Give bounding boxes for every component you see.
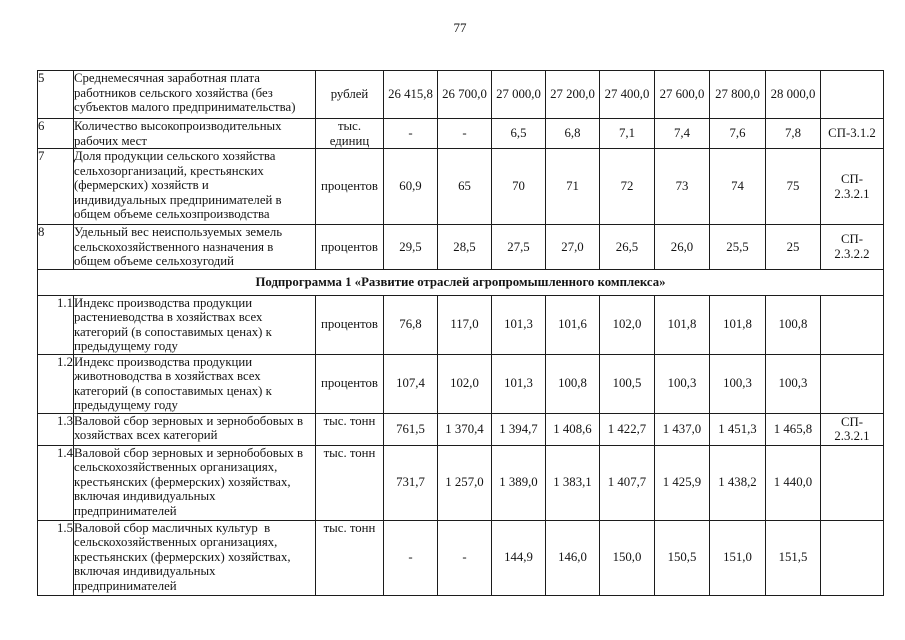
reference-cell bbox=[821, 71, 884, 119]
value-cell: 29,5 bbox=[384, 225, 438, 270]
value-cell: 100,8 bbox=[546, 354, 600, 413]
value-cell: 150,0 bbox=[600, 520, 655, 595]
unit-cell: тыс. тонн bbox=[316, 520, 384, 595]
row-number: 7 bbox=[38, 149, 74, 225]
reference-cell bbox=[821, 119, 884, 149]
reference-cell bbox=[821, 445, 884, 520]
reference-code: СП-2.3.2.1 bbox=[834, 414, 870, 443]
unit-cell: тыс. единиц bbox=[316, 119, 384, 149]
value-cell: 26,0 bbox=[655, 225, 710, 270]
indicator-name: Индекс производства продукции растениеводства в хозяйствах всех категорий (в сопоставимых ценах) к предыдущему году bbox=[74, 295, 316, 354]
value-cell: 74 bbox=[710, 149, 766, 225]
value-cell: 26 415,8 bbox=[384, 71, 438, 119]
value-cell: 27 600,0 bbox=[655, 71, 710, 119]
value-cell: 76,8 bbox=[384, 295, 438, 354]
row-number: 5 bbox=[38, 71, 74, 119]
value-cell: 6,8 bbox=[546, 119, 600, 149]
unit-cell: процентов bbox=[316, 149, 384, 225]
reference-code: СП-2.3.2.1 bbox=[834, 172, 870, 201]
value-cell: 1 257,0 bbox=[438, 445, 492, 520]
value-cell: 7,4 bbox=[655, 119, 710, 149]
value-cell: 28,5 bbox=[438, 225, 492, 270]
table-row bbox=[38, 71, 884, 119]
value-cell: 1 370,4 bbox=[438, 413, 492, 445]
value-cell: 6,5 bbox=[492, 119, 546, 149]
indicator-name: Удельный вес неиспользуемых земель сельскохозяйственного назначения в общем объеме сельхозугодий bbox=[74, 225, 316, 270]
indicator-table bbox=[37, 70, 884, 596]
value-cell: 100,3 bbox=[766, 354, 821, 413]
table-row bbox=[38, 520, 884, 595]
value-cell: 150,5 bbox=[655, 520, 710, 595]
value-cell: - bbox=[384, 119, 438, 149]
indicator-name: Валовой сбор масличных культур в сельскохозяйственных организациях, крестьянских (фермерских) хозяйствах, включая индивидуальных предпринимателей bbox=[74, 520, 316, 595]
unit-cell: процентов bbox=[316, 354, 384, 413]
value-cell: 101,3 bbox=[492, 354, 546, 413]
unit-cell: тыс. тонн bbox=[316, 413, 384, 445]
value-cell: 731,7 bbox=[384, 445, 438, 520]
row-number: 1.3 bbox=[38, 413, 74, 445]
value-cell: 27 200,0 bbox=[546, 71, 600, 119]
value-cell: 75 bbox=[766, 149, 821, 225]
reference-cell bbox=[821, 354, 884, 413]
unit-cell: рублей bbox=[316, 71, 384, 119]
value-cell: 100,3 bbox=[710, 354, 766, 413]
reference-cell bbox=[821, 520, 884, 595]
value-cell: 65 bbox=[438, 149, 492, 225]
value-cell: - bbox=[384, 520, 438, 595]
reference-cell bbox=[821, 149, 884, 225]
section-header: Подпрограмма 1 «Развитие отраслей агропромышленного комплекса» bbox=[38, 269, 884, 295]
value-cell: 27 800,0 bbox=[710, 71, 766, 119]
value-cell: 761,5 bbox=[384, 413, 438, 445]
table-row bbox=[38, 149, 884, 225]
value-cell: 25,5 bbox=[710, 225, 766, 270]
table-row bbox=[38, 413, 884, 445]
row-number: 1.1 bbox=[38, 295, 74, 354]
value-cell: 101,6 bbox=[546, 295, 600, 354]
table-row bbox=[38, 354, 884, 413]
value-cell: 1 451,3 bbox=[710, 413, 766, 445]
value-cell: 1 465,8 bbox=[766, 413, 821, 445]
value-cell: 26 700,0 bbox=[438, 71, 492, 119]
value-cell: 7,1 bbox=[600, 119, 655, 149]
value-cell: 101,3 bbox=[492, 295, 546, 354]
value-cell: 26,5 bbox=[600, 225, 655, 270]
indicator-name: Валовой сбор зерновых и зернобобовых в сельскохозяйственных организациях, крестьянских (фермерских) хозяйствах, включая индивидуальных предпринимателей bbox=[74, 445, 316, 520]
value-cell: 102,0 bbox=[438, 354, 492, 413]
table-row bbox=[38, 295, 884, 354]
value-cell: 1 437,0 bbox=[655, 413, 710, 445]
value-cell: 1 422,7 bbox=[600, 413, 655, 445]
value-cell: 102,0 bbox=[600, 295, 655, 354]
value-cell: 27 400,0 bbox=[600, 71, 655, 119]
value-cell: 1 438,2 bbox=[710, 445, 766, 520]
value-cell: 1 425,9 bbox=[655, 445, 710, 520]
row-number: 1.5 bbox=[38, 520, 74, 595]
indicator-table-body bbox=[38, 71, 884, 596]
table-row bbox=[38, 445, 884, 520]
value-cell: 107,4 bbox=[384, 354, 438, 413]
value-cell: 7,8 bbox=[766, 119, 821, 149]
value-cell: 60,9 bbox=[384, 149, 438, 225]
value-cell: 1 440,0 bbox=[766, 445, 821, 520]
value-cell: 100,3 bbox=[655, 354, 710, 413]
row-number: 8 bbox=[38, 225, 74, 270]
value-cell: - bbox=[438, 119, 492, 149]
value-cell: 100,5 bbox=[600, 354, 655, 413]
value-cell: 1 394,7 bbox=[492, 413, 546, 445]
indicator-name: Количество высокопроизводительных рабочих мест bbox=[74, 119, 316, 149]
row-number: 1.2 bbox=[38, 354, 74, 413]
value-cell: 1 389,0 bbox=[492, 445, 546, 520]
reference-code: СП-3.1.2 bbox=[828, 126, 876, 141]
value-cell: 151,5 bbox=[766, 520, 821, 595]
page-number: 77 bbox=[453, 20, 467, 35]
value-cell: 100,8 bbox=[766, 295, 821, 354]
row-number: 1.4 bbox=[38, 445, 74, 520]
value-cell: 71 bbox=[546, 149, 600, 225]
table-row bbox=[38, 119, 884, 149]
value-cell: 27,5 bbox=[492, 225, 546, 270]
reference-cell bbox=[821, 413, 884, 445]
value-cell: 25 bbox=[766, 225, 821, 270]
value-cell: 27,0 bbox=[546, 225, 600, 270]
value-cell: 101,8 bbox=[655, 295, 710, 354]
unit-cell: процентов bbox=[316, 295, 384, 354]
value-cell: 144,9 bbox=[492, 520, 546, 595]
indicator-name: Доля продукции сельского хозяйства сельхозорганизаций, крестьянских (фермерских) хозяйств и индивидуальных предпринимателей в общем объеме сельхозпроизводства bbox=[74, 149, 316, 225]
indicator-name: Среднемесячная заработная плата работников сельского хозяйства (без субъектов малого предпринимательства) bbox=[74, 71, 316, 119]
value-cell: 70 bbox=[492, 149, 546, 225]
value-cell: - bbox=[438, 520, 492, 595]
value-cell: 117,0 bbox=[438, 295, 492, 354]
indicator-name: Индекс производства продукции животноводства в хозяйствах всех категорий (в сопоставимых ценах) к предыдущему году bbox=[74, 354, 316, 413]
value-cell: 101,8 bbox=[710, 295, 766, 354]
reference-code: СП-2.3.2.2 bbox=[834, 232, 870, 261]
value-cell: 28 000,0 bbox=[766, 71, 821, 119]
value-cell: 1 408,6 bbox=[546, 413, 600, 445]
table-row bbox=[38, 225, 884, 270]
value-cell: 151,0 bbox=[710, 520, 766, 595]
row-number: 6 bbox=[38, 119, 74, 149]
reference-cell bbox=[821, 295, 884, 354]
value-cell: 72 bbox=[600, 149, 655, 225]
indicator-name: Валовой сбор зерновых и зернобобовых в хозяйствах всех категорий bbox=[74, 413, 316, 445]
unit-cell: процентов bbox=[316, 225, 384, 270]
unit-cell: тыс. тонн bbox=[316, 445, 384, 520]
value-cell: 73 bbox=[655, 149, 710, 225]
reference-cell bbox=[821, 225, 884, 270]
value-cell: 27 000,0 bbox=[492, 71, 546, 119]
value-cell: 1 383,1 bbox=[546, 445, 600, 520]
value-cell: 7,6 bbox=[710, 119, 766, 149]
section-row bbox=[38, 269, 884, 295]
value-cell: 146,0 bbox=[546, 520, 600, 595]
value-cell: 1 407,7 bbox=[600, 445, 655, 520]
